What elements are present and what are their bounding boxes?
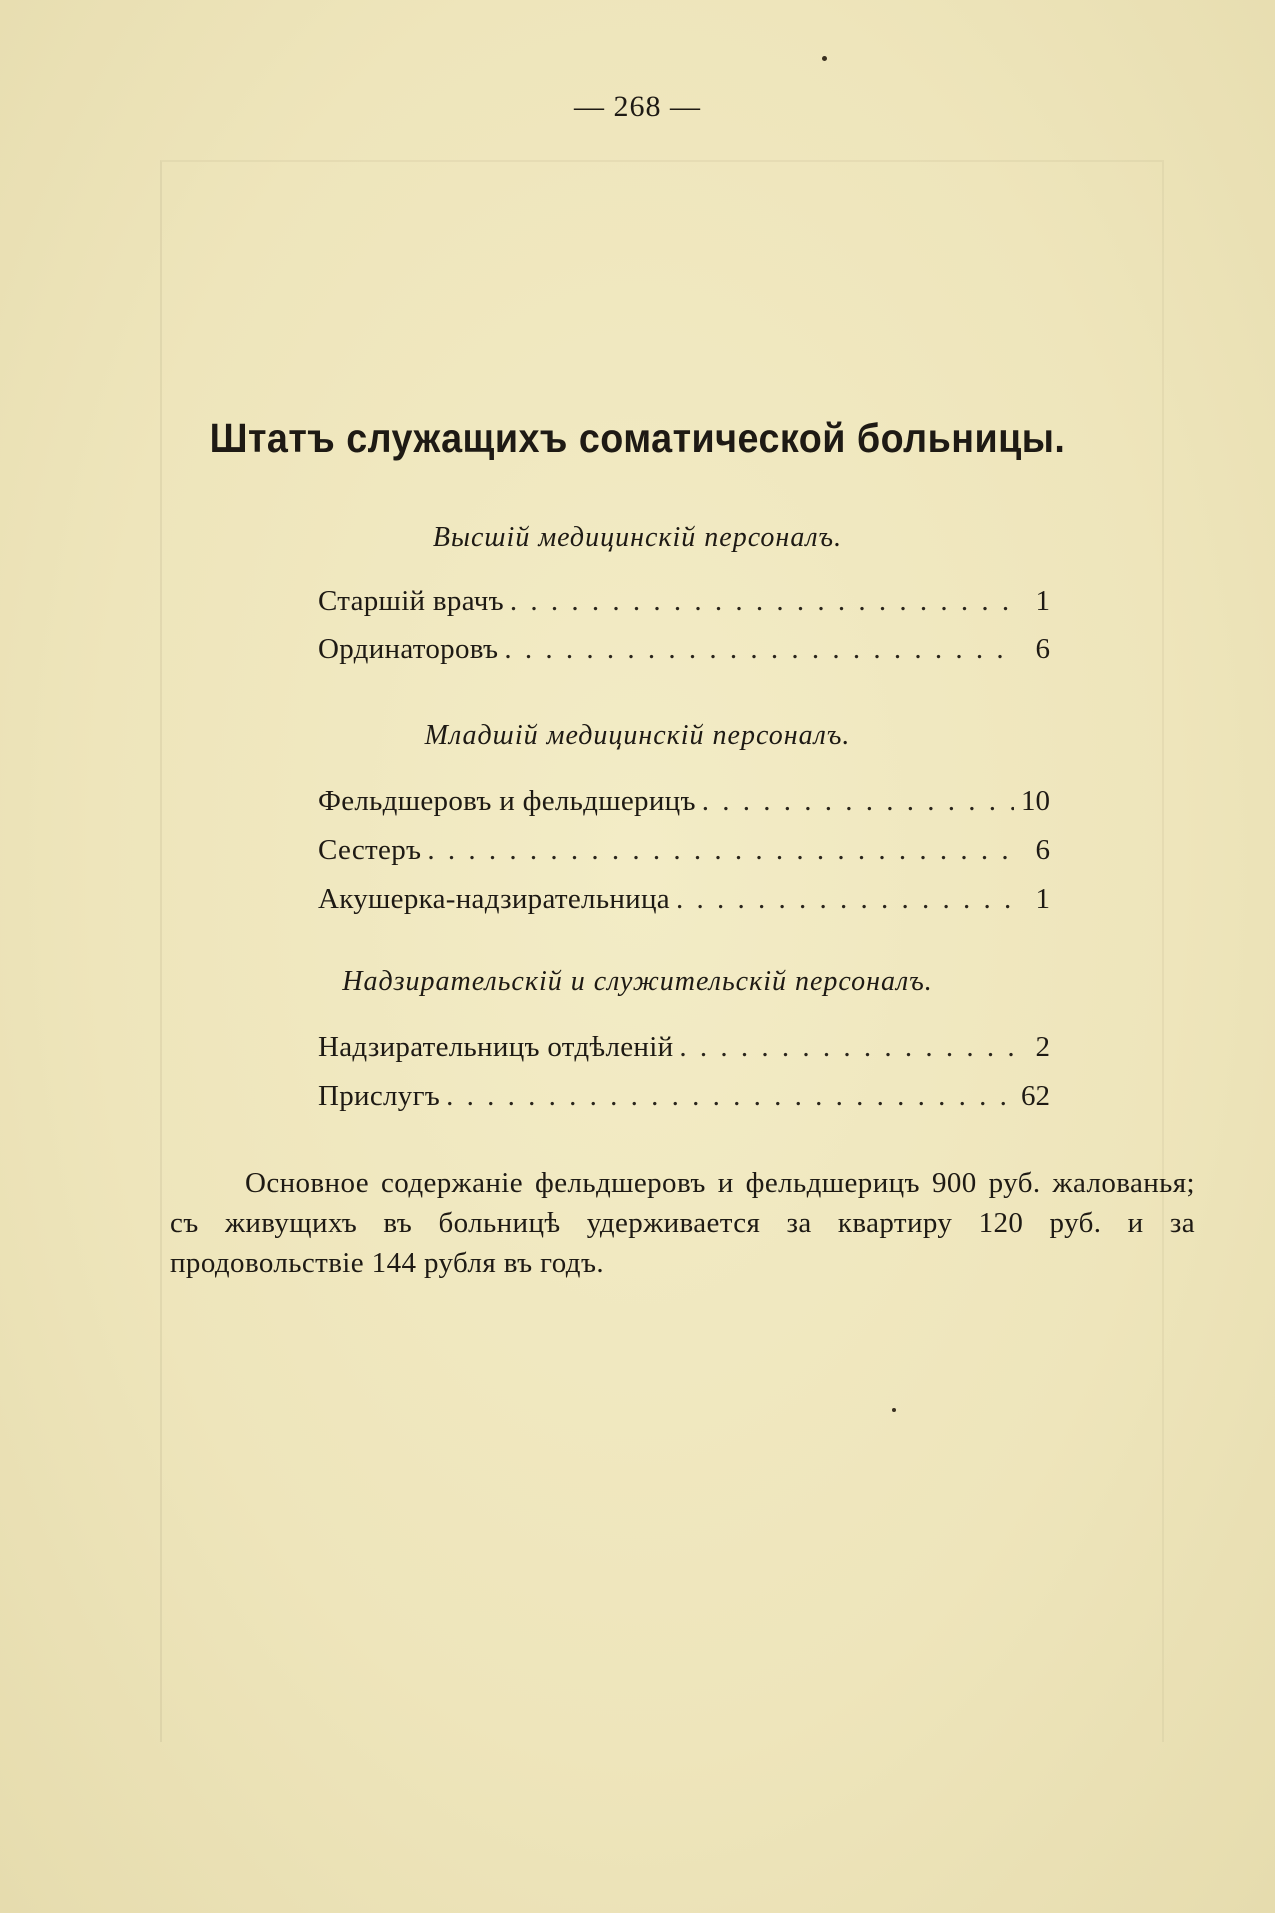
staff-count: 6 [1035,834,1050,866]
leader-dots [504,633,1014,666]
staff-label: Фельдшеровъ и фельдшерицъ [318,785,696,817]
staff-label: Акушерка-надзирательница [318,883,670,915]
staff-count: 10 [1021,785,1050,817]
leader-dots [702,785,1014,818]
section-heading-supervisory-service: Надзирательскій и служительскій персоналъ. [342,966,933,997]
section-heading-senior-medical: Высшій медицинскій персоналъ. [432,522,843,553]
staff-count: 6 [1035,633,1050,665]
staff-row [318,785,1050,825]
staff-row [318,633,1050,673]
staff-row [318,1031,1050,1071]
staff-row [318,585,1050,625]
staff-label: Сестеръ [318,834,422,866]
leader-dots [427,834,1014,867]
bleed-through-table [160,160,1164,1742]
leader-dots [446,1080,1014,1113]
staff-label: Старшій врачъ [318,585,504,617]
section-heading-junior-medical: Младшій медицинскій персоналъ. [424,720,851,751]
staff-count: 2 [1035,1031,1050,1063]
staff-count: 62 [1021,1080,1050,1112]
ink-spot [892,1408,896,1412]
staff-label: Надзирательницъ отдѣленій [318,1031,674,1063]
staff-label: Ординаторовъ [318,633,499,665]
leader-dots [679,1031,1014,1064]
leader-dots [510,585,1014,618]
document-title: Штатъ служащихъ соматической больницы. [209,415,1066,461]
staff-count: 1 [1035,883,1050,915]
ink-spot [822,56,827,61]
staff-row [318,883,1050,923]
staff-label: Прислугъ [318,1080,441,1112]
staff-count: 1 [1035,585,1050,617]
staff-row [318,1080,1050,1120]
salary-note: Основное содержаніе фельдшеровъ и фельдшерицъ 900 руб. жалованья; съ живущихъ въ больницѣ удерживается за квартиру 120 руб. и за продовольствіе 144 рубля въ годъ. [170,1167,1195,1279]
page-number: — 268 — [574,90,701,123]
staff-row [318,834,1050,874]
leader-dots [676,883,1014,916]
